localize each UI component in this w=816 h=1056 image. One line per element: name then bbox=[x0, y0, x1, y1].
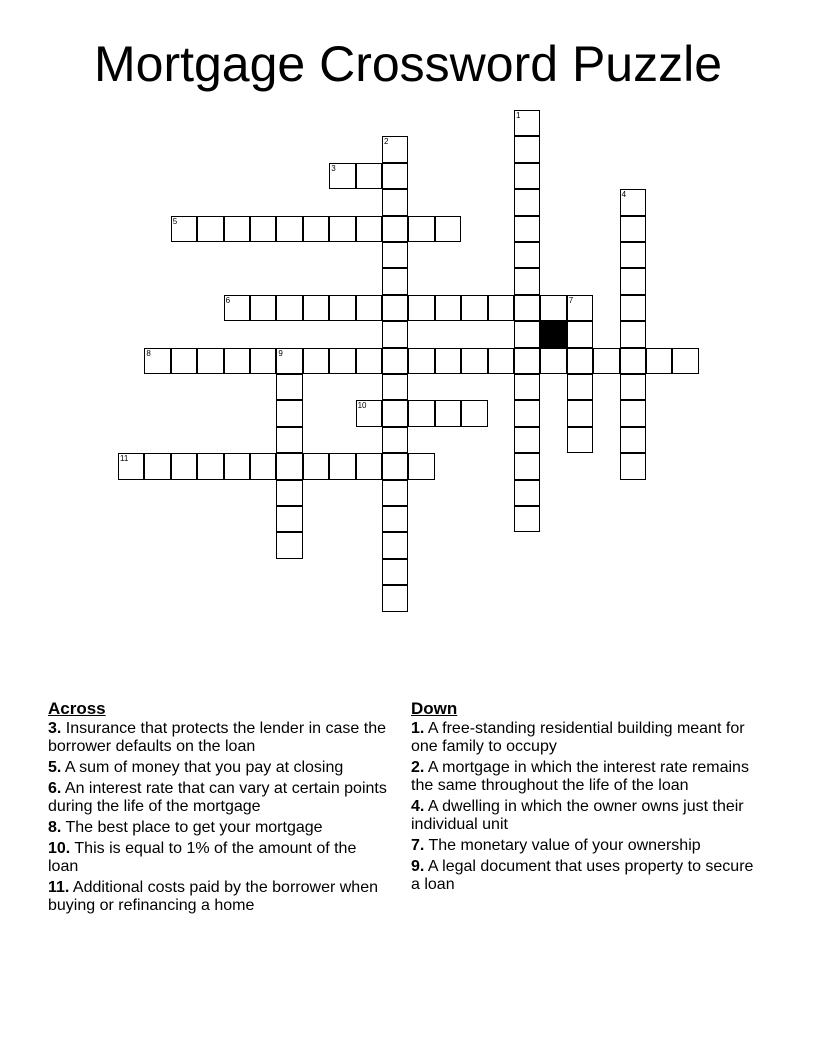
down-clue bbox=[411, 798, 766, 834]
clue-text: An interest rate that can vary at certain points during the life of the mortgage bbox=[48, 780, 387, 815]
grid-cell[interactable] bbox=[276, 427, 302, 453]
grid-cell[interactable] bbox=[303, 216, 329, 242]
grid-cell[interactable] bbox=[514, 427, 540, 453]
grid-cell[interactable] bbox=[435, 348, 461, 374]
clue-text: The best place to get your mortgage bbox=[61, 819, 323, 836]
grid-cell[interactable] bbox=[514, 480, 540, 506]
clue-number: 7. bbox=[411, 837, 425, 854]
grid-cell[interactable] bbox=[567, 348, 593, 374]
grid-cell[interactable] bbox=[514, 268, 540, 294]
grid-cell[interactable] bbox=[382, 348, 408, 374]
grid-cell[interactable] bbox=[514, 506, 540, 532]
grid-cell[interactable] bbox=[276, 400, 302, 426]
down-clues bbox=[411, 700, 766, 897]
across-clue bbox=[48, 759, 388, 777]
grid-cell[interactable] bbox=[408, 348, 434, 374]
grid-cell[interactable] bbox=[435, 400, 461, 426]
grid-cell[interactable] bbox=[514, 348, 540, 374]
clue-number: 8. bbox=[48, 819, 62, 836]
grid-cell[interactable] bbox=[408, 453, 434, 479]
grid-cell[interactable] bbox=[567, 321, 593, 347]
grid-cell[interactable] bbox=[567, 295, 593, 321]
across-clue bbox=[48, 879, 388, 915]
grid-cell[interactable] bbox=[382, 189, 408, 215]
grid-cell[interactable] bbox=[382, 136, 408, 162]
grid-cell[interactable] bbox=[620, 268, 646, 294]
grid-cell[interactable] bbox=[197, 348, 223, 374]
grid-cell[interactable] bbox=[171, 216, 197, 242]
grid-cell[interactable] bbox=[329, 295, 355, 321]
cell-number: 9 bbox=[278, 348, 283, 358]
clue-number: 11. bbox=[48, 879, 70, 896]
across-clue bbox=[48, 819, 388, 837]
grid-cell[interactable] bbox=[303, 295, 329, 321]
clue-number: 4. bbox=[411, 798, 425, 815]
grid-cell[interactable] bbox=[488, 348, 514, 374]
grid-cell[interactable] bbox=[356, 453, 382, 479]
grid-cell[interactable] bbox=[250, 216, 276, 242]
cell-number: 10 bbox=[357, 401, 367, 411]
clue-number: 9. bbox=[411, 858, 425, 875]
grid-cell[interactable] bbox=[461, 400, 487, 426]
grid-cell[interactable] bbox=[514, 321, 540, 347]
clue-text: Insurance that protects the lender in case the borrower defaults on the loan bbox=[48, 720, 386, 755]
grid-cell[interactable] bbox=[620, 216, 646, 242]
grid-cell[interactable] bbox=[276, 374, 302, 400]
grid-cell[interactable] bbox=[461, 295, 487, 321]
cell-number: 2 bbox=[384, 137, 389, 147]
across-clues bbox=[48, 700, 388, 918]
grid-cell[interactable] bbox=[356, 295, 382, 321]
grid-cell[interactable] bbox=[250, 453, 276, 479]
clue-text: A mortgage in which the interest rate remains the same throughout the life of the loan bbox=[411, 759, 749, 794]
grid-cell[interactable] bbox=[382, 295, 408, 321]
grid-cell[interactable] bbox=[382, 453, 408, 479]
grid-cell[interactable] bbox=[514, 216, 540, 242]
grid-cell[interactable] bbox=[620, 374, 646, 400]
cell-number: 4 bbox=[621, 190, 627, 200]
grid-cell[interactable] bbox=[514, 374, 540, 400]
grid-cell[interactable] bbox=[488, 295, 514, 321]
grid-cell[interactable] bbox=[435, 295, 461, 321]
grid-cell[interactable] bbox=[224, 216, 250, 242]
grid-cell[interactable] bbox=[408, 400, 434, 426]
grid-cell[interactable] bbox=[620, 427, 646, 453]
grid-cell[interactable] bbox=[250, 348, 276, 374]
down-heading: Down bbox=[411, 699, 458, 718]
grid-cell[interactable] bbox=[408, 216, 434, 242]
grid-cell[interactable] bbox=[303, 453, 329, 479]
grid-cell[interactable] bbox=[382, 163, 408, 189]
grid-cell[interactable] bbox=[540, 348, 566, 374]
clue-number: 6. bbox=[48, 780, 62, 797]
down-clue bbox=[411, 837, 766, 855]
grid-cell[interactable] bbox=[646, 348, 672, 374]
grid-cell[interactable] bbox=[356, 400, 382, 426]
grid-cell[interactable] bbox=[461, 348, 487, 374]
grid-cell[interactable] bbox=[540, 295, 566, 321]
grid-cell[interactable] bbox=[514, 110, 540, 136]
clue-number: 3. bbox=[48, 720, 62, 737]
grid-cell[interactable] bbox=[303, 348, 329, 374]
grid-cell[interactable] bbox=[620, 348, 646, 374]
down-clue bbox=[411, 720, 766, 756]
grid-cell[interactable] bbox=[276, 295, 302, 321]
grid-cell[interactable] bbox=[567, 374, 593, 400]
grid-cell[interactable] bbox=[144, 453, 170, 479]
grid-cell[interactable] bbox=[514, 189, 540, 215]
grid-cell[interactable] bbox=[593, 348, 619, 374]
clue-text: This is equal to 1% of the amount of the loan bbox=[48, 840, 357, 875]
clue-number: 1. bbox=[411, 720, 425, 737]
grid-cell[interactable] bbox=[620, 321, 646, 347]
grid-cell[interactable] bbox=[382, 480, 408, 506]
grid-cell[interactable] bbox=[382, 374, 408, 400]
cell-number: 11 bbox=[120, 454, 129, 464]
down-clue bbox=[411, 759, 766, 795]
grid-cell[interactable] bbox=[356, 216, 382, 242]
grid-cell[interactable] bbox=[197, 453, 223, 479]
clue-text: A sum of money that you pay at closing bbox=[61, 759, 344, 776]
grid-cell[interactable] bbox=[514, 136, 540, 162]
grid-block bbox=[540, 321, 566, 347]
across-clue bbox=[48, 720, 388, 756]
grid-cell[interactable] bbox=[382, 242, 408, 268]
grid-cell[interactable] bbox=[356, 348, 382, 374]
grid-cell[interactable] bbox=[224, 453, 250, 479]
clue-text: The monetary value of your ownership bbox=[424, 837, 701, 854]
grid-cell[interactable] bbox=[672, 348, 698, 374]
grid-cell[interactable] bbox=[224, 348, 250, 374]
cell-number: 5 bbox=[172, 216, 178, 226]
grid-cell[interactable] bbox=[118, 453, 144, 479]
grid-cell[interactable] bbox=[620, 453, 646, 479]
grid-cell[interactable] bbox=[567, 427, 593, 453]
grid-cell[interactable] bbox=[382, 585, 408, 611]
grid-cell[interactable] bbox=[276, 216, 302, 242]
grid-cell[interactable] bbox=[224, 295, 250, 321]
grid-cell[interactable] bbox=[171, 348, 197, 374]
across-clue bbox=[48, 840, 388, 876]
grid-cell[interactable] bbox=[408, 295, 434, 321]
clue-text: Additional costs paid by the borrower when buying or refinancing a home bbox=[48, 879, 378, 914]
grid-cell[interactable] bbox=[620, 295, 646, 321]
grid-cell[interactable] bbox=[382, 216, 408, 242]
across-heading: Across bbox=[48, 699, 106, 718]
grid-cell[interactable] bbox=[329, 453, 355, 479]
cell-number: 8 bbox=[146, 348, 151, 358]
grid-cell[interactable] bbox=[144, 348, 170, 374]
grid-cell[interactable] bbox=[620, 242, 646, 268]
grid-cell[interactable] bbox=[514, 242, 540, 268]
grid-cell[interactable] bbox=[382, 559, 408, 585]
cell-number: 6 bbox=[225, 295, 231, 305]
grid-cell[interactable] bbox=[514, 453, 540, 479]
grid-cell[interactable] bbox=[382, 400, 408, 426]
down-clue bbox=[411, 858, 766, 894]
grid-cell[interactable] bbox=[382, 321, 408, 347]
clue-text: A dwelling in which the owner owns just their individual unit bbox=[411, 798, 744, 833]
clue-number: 10. bbox=[48, 840, 71, 857]
grid-cell[interactable] bbox=[514, 400, 540, 426]
cell-number: 7 bbox=[568, 295, 574, 305]
across-clue bbox=[48, 780, 388, 816]
page-title: Mortgage Crossword Puzzle bbox=[93, 36, 723, 92]
grid-cell[interactable] bbox=[356, 163, 382, 189]
grid-cell[interactable] bbox=[276, 453, 302, 479]
clue-number: 2. bbox=[411, 759, 425, 776]
grid-cell[interactable] bbox=[382, 268, 408, 294]
grid-cell[interactable] bbox=[329, 163, 355, 189]
clue-number: 5. bbox=[48, 759, 62, 776]
grid-cell[interactable] bbox=[620, 189, 646, 215]
grid-cell[interactable] bbox=[329, 348, 355, 374]
grid-cell[interactable] bbox=[171, 453, 197, 479]
grid-cell[interactable] bbox=[435, 216, 461, 242]
grid-cell[interactable] bbox=[620, 400, 646, 426]
clue-text: A legal document that uses property to secure a loan bbox=[411, 858, 754, 893]
grid-cell[interactable] bbox=[276, 480, 302, 506]
grid-cell[interactable] bbox=[276, 506, 302, 532]
cell-number: 1 bbox=[516, 111, 521, 120]
grid-cell[interactable] bbox=[382, 427, 408, 453]
grid-cell[interactable] bbox=[514, 163, 540, 189]
grid-cell[interactable] bbox=[197, 216, 223, 242]
grid-cell[interactable] bbox=[276, 348, 302, 374]
grid-cell[interactable] bbox=[250, 295, 276, 321]
grid-cell[interactable] bbox=[276, 532, 302, 558]
clue-text: A free-standing residential building meant for one family to occupy bbox=[411, 720, 745, 755]
grid-cell[interactable] bbox=[382, 506, 408, 532]
grid-cell[interactable] bbox=[514, 295, 540, 321]
grid-cell[interactable] bbox=[567, 400, 593, 426]
grid-cell[interactable] bbox=[329, 216, 355, 242]
grid-cell[interactable] bbox=[382, 532, 408, 558]
cell-number: 3 bbox=[331, 163, 336, 173]
